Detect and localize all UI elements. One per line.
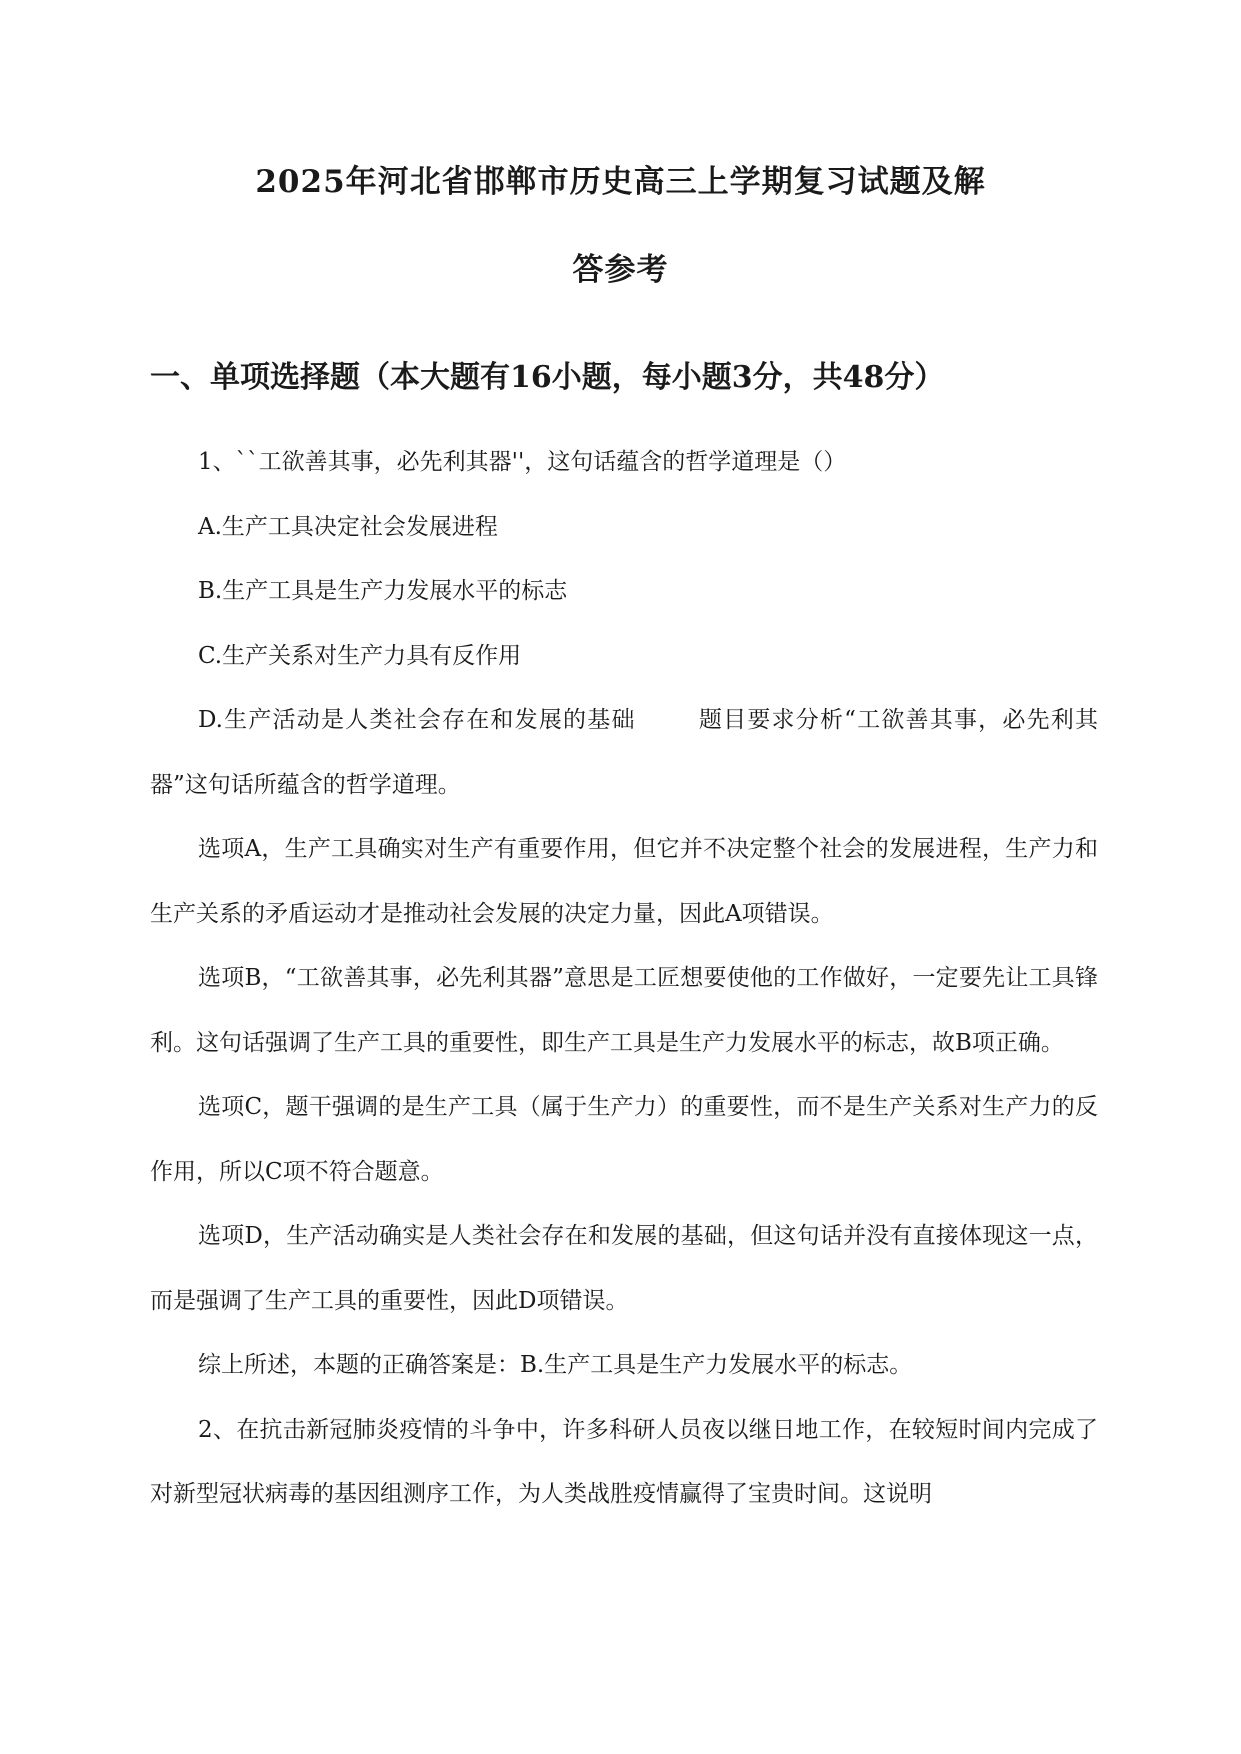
document-title-line-2: 答参考 [572,252,669,288]
question-1-option-b: B.生产工具是生产力发展水平的标志 [198,578,568,604]
question-1-analysis-a: 选项A，生产工具确实对生产有重要作用，但它并不决定整个社会的发展进程，生产力和生产关系的矛盾运动才是推动社会发展的决定力量，因此A项错误。 [150,836,1098,927]
question-1-analysis-c: 选项C，题干强调的是生产工具（属于生产力）的重要性，而不是生产关系对生产力的反作用，所以C项不符合题意。 [150,1094,1098,1185]
question-1-stem: 1、``工欲善其事，必先利其器''，这句话蕴含的哲学道理是（） [198,449,847,475]
document-body [150,430,1098,1527]
question-1-option-d: D.生产活动是人类社会存在和发展的基础 [198,707,636,733]
question-1-analysis-intro: 题目要求分析“工欲善其事，必先利其器”这句话所蕴含的哲学道理。 [150,707,1098,798]
question-1-option-c: C.生产关系对生产力具有反作用 [198,642,522,669]
question-1-option-a: A.生产工具决定社会发展进程 [198,513,498,540]
question-1-analysis-b: 选项B，“工欲善其事，必先利其器”意思是工匠想要使他的工作做好，一定要先让工具锋利。这句话强调了生产工具的重要性，即生产工具是生产力发展水平的标志，故B项正确。 [150,965,1098,1056]
document-title-line-1: 2025年河北省邯郸市历史高三上学期复习试题及解 [255,164,986,200]
question-2-stem: 2、在抗击新冠肺炎疫情的斗争中，许多科研人员夜以继日地工作，在较短时间内完成了对新型冠状病毒的基因组测序工作，为人类战胜疫情赢得了宝贵时间。这说明 [150,1416,1098,1507]
question-1-analysis-d: 选项D，生产活动确实是人类社会存在和发展的基础，但这句话并没有直接体现这一点，而是强调了生产工具的重要性，因此D项错误。 [150,1223,1098,1314]
question-1-option-d-and-intro [150,688,1098,817]
section-heading: 一、单项选择题（本大题有16小题，每小题3分，共48分） [150,360,945,395]
question-1-conclusion: 综上所述，本题的正确答案是：B.生产工具是生产力发展水平的标志。 [198,1352,913,1378]
